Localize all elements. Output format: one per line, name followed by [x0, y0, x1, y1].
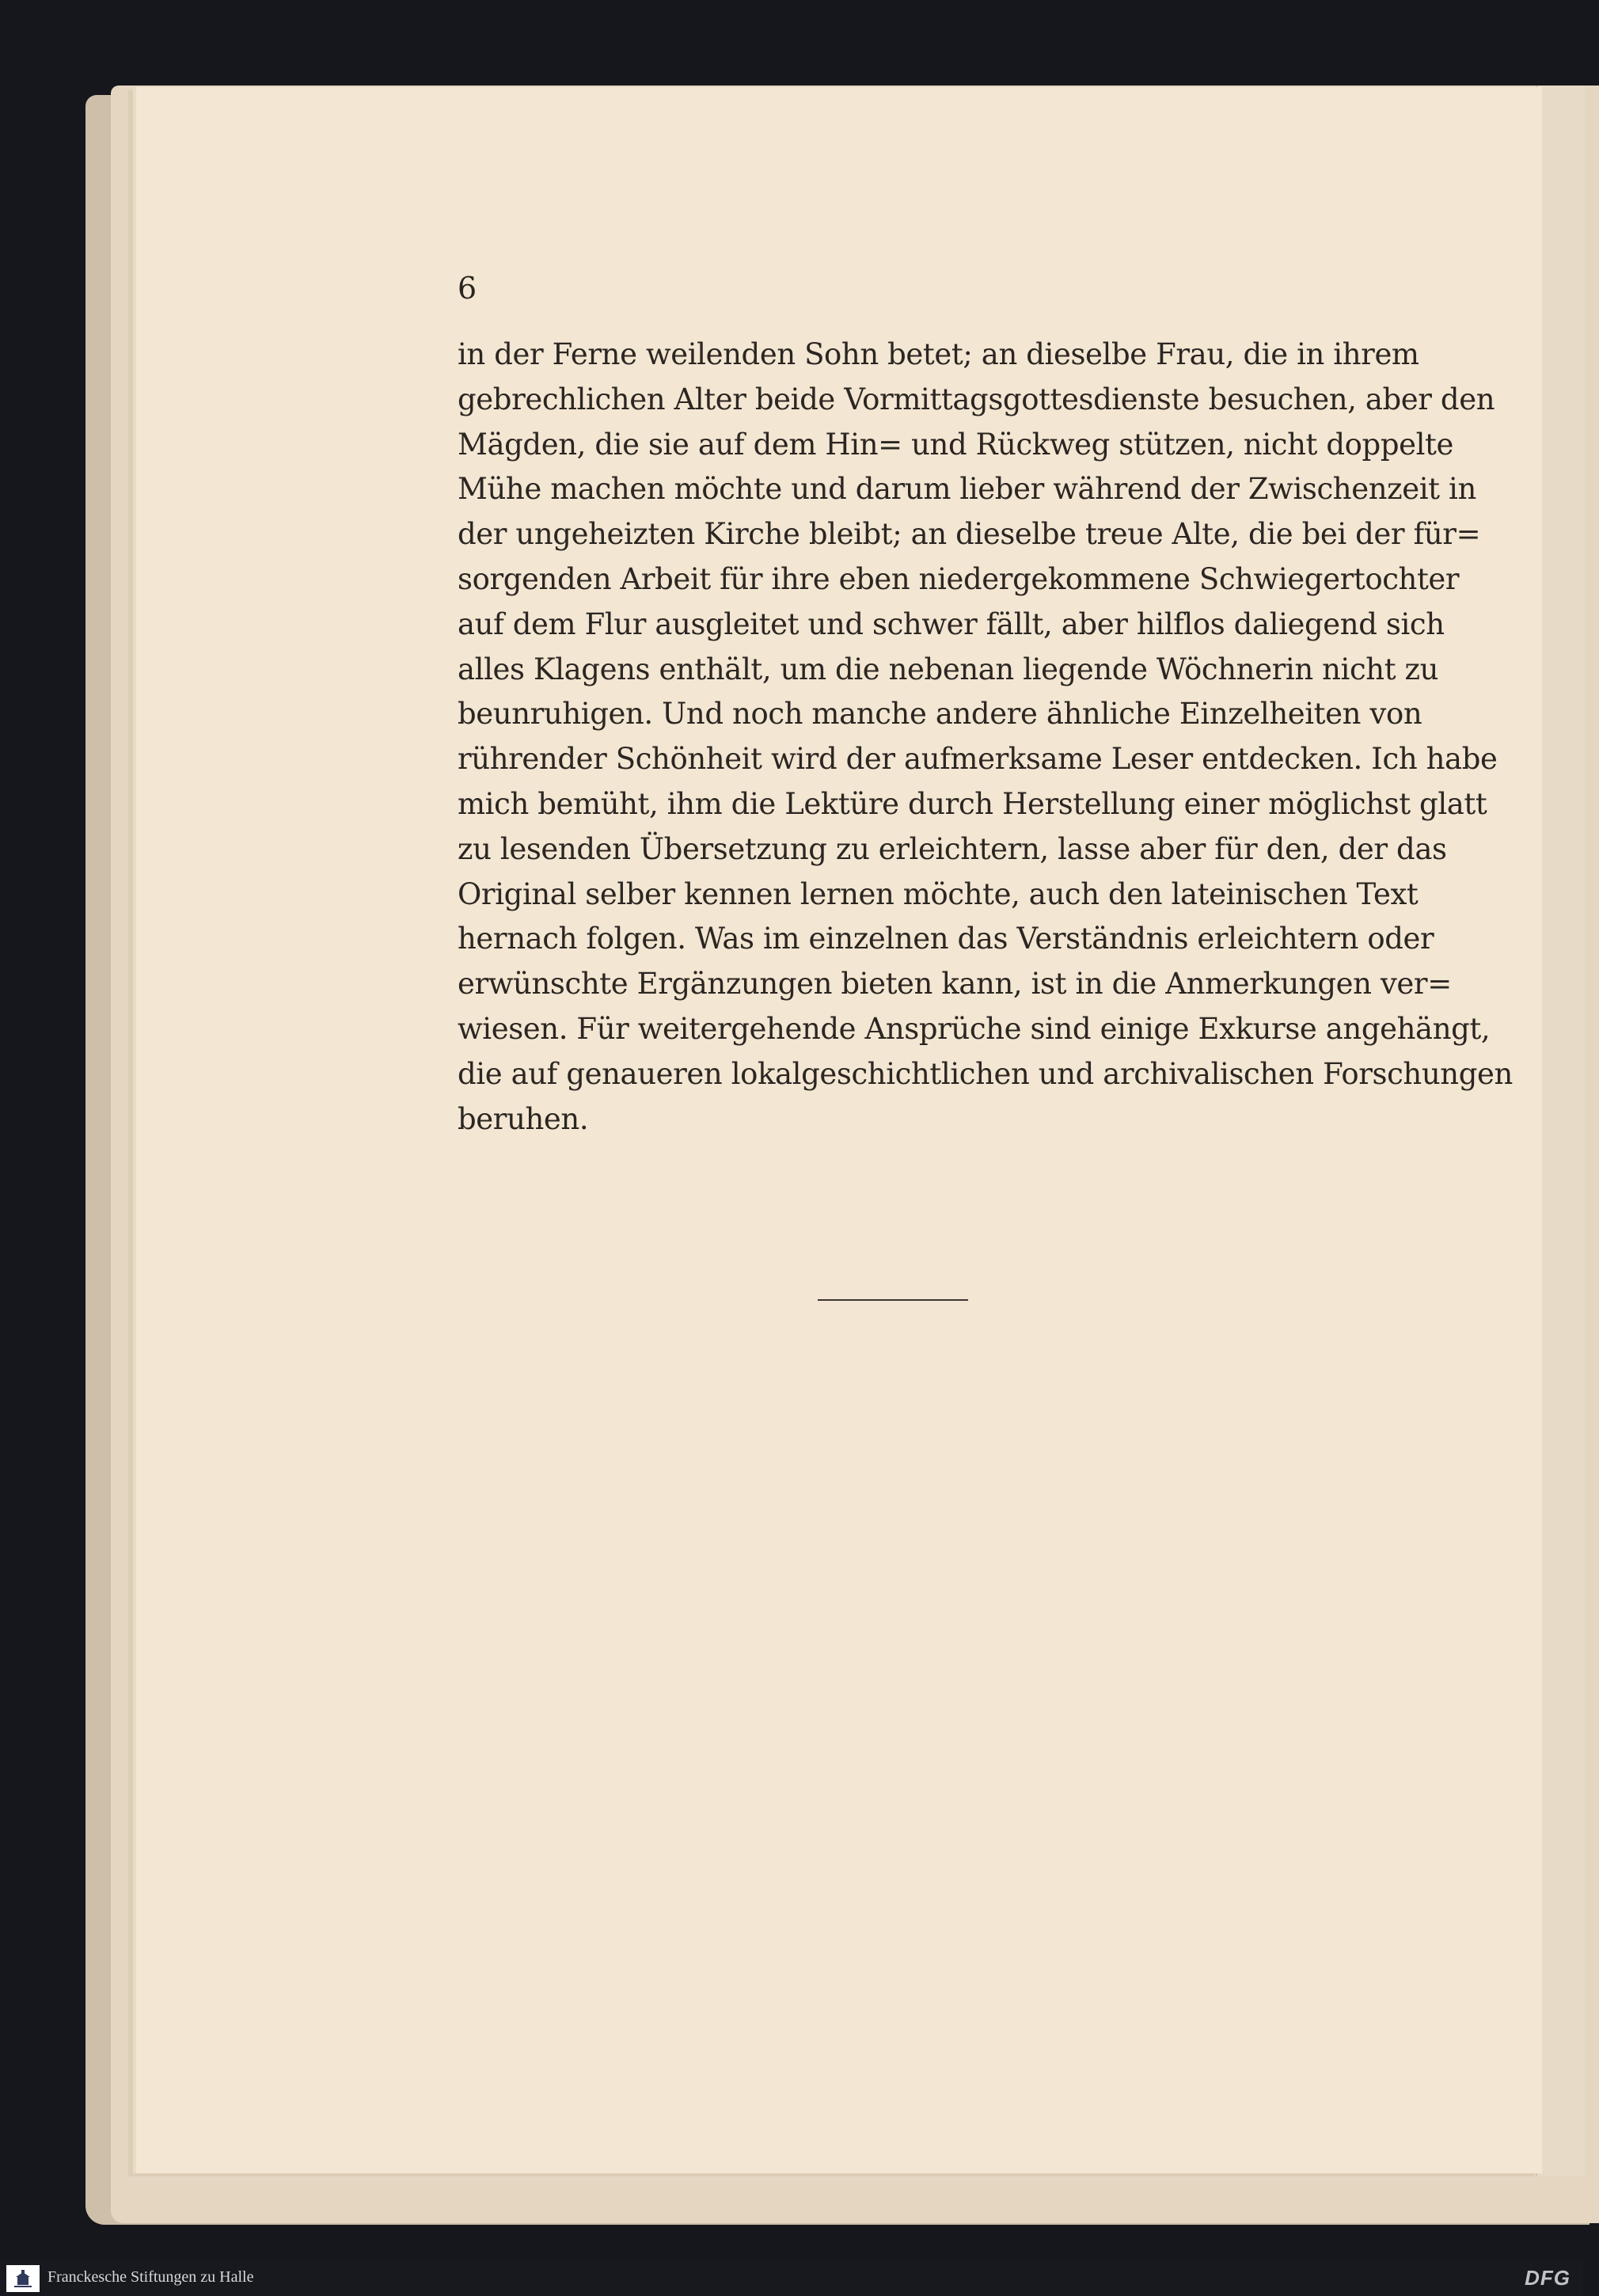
section-separator-rule: [818, 1299, 968, 1301]
text-line: auf dem Flur ausgleitet und schwer fällt, aber hilflos daliegend sich: [458, 606, 1445, 641]
text-line: wiesen. Für weitergehende Ansprüche sind einige Exkurse angehängt,: [458, 1011, 1491, 1046]
text-line: Original selber kennen lernen möchte, auch den lateinischen Text: [458, 876, 1419, 911]
text-line: beunruhigen. Und noch manche andere ähnliche Einzelheiten von: [458, 697, 1422, 732]
text-line: rührender Schönheit wird der aufmerksame Leser entdecken. Ich habe: [458, 742, 1498, 777]
text-line: alles Klagens enthält, um die nebenan liegende Wöchnerin nicht zu: [458, 652, 1439, 686]
foundation-logo-icon-graphic: [11, 2267, 35, 2290]
text-line: sorgenden Arbeit für ihre eben niedergekommene Schwiegertochter: [458, 561, 1460, 596]
text-line: der ungeheizten Kirche bleibt; an dieselbe treue Alte, die bei der für=: [458, 517, 1481, 552]
text-line: mich bemüht, ihm die Lektüre durch Herstellung einer möglichst glatt: [458, 786, 1487, 821]
text-line: Mägden, die sie auf dem Hin= und Rückweg stützen, nicht doppelte: [458, 427, 1454, 462]
text-line: die auf genaueren lokalgeschichtlichen und archivalischen Forschungen: [458, 1056, 1513, 1091]
facing-page-edge: [1536, 86, 1585, 2176]
text-line: hernach folgen. Was im einzelnen das Verständnis erleichtern oder: [458, 922, 1434, 956]
text-line: beruhen.: [458, 1101, 589, 1136]
text-line: Mühe machen möchte und darum lieber während der Zwischenzeit in: [458, 472, 1476, 507]
body-text: [458, 333, 1513, 1142]
sponsor-logo-text: DFG: [1525, 2266, 1571, 2290]
institution-label: Franckesche Stiftungen zu Halle: [47, 2268, 254, 2286]
text-line: gebrechlichen Alter beide Vormittagsgottesdienste besuchen, aber den: [458, 382, 1495, 416]
text-line: erwünschte Ergänzungen bieten kann, ist in die Anmerkungen ver=: [458, 967, 1452, 1002]
foundation-logo-icon: [6, 2265, 40, 2292]
page-number: 6: [458, 271, 477, 306]
text-line: in der Ferne weilenden Sohn betet; an dieselbe Frau, die in ihrem: [458, 337, 1419, 371]
text-line: zu lesenden Übersetzung zu erleichtern, lasse aber für den, der das: [458, 831, 1447, 866]
